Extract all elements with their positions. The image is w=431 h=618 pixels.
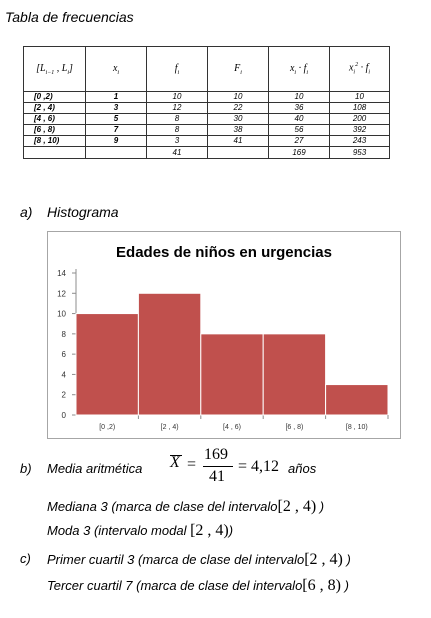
histogram-bar	[201, 334, 263, 415]
mode-line	[47, 522, 233, 540]
q3-line	[47, 577, 349, 595]
section-b-letter: b)	[20, 461, 32, 476]
table-cell-F: 10	[208, 92, 269, 103]
table-cell-f: 10	[147, 92, 208, 103]
chart-title: Edades de niños en urgencias	[116, 244, 332, 261]
y-tick-label: 12	[57, 289, 66, 299]
table-cell-xf: 27	[269, 136, 330, 147]
histogram-bar	[326, 385, 388, 415]
xbar-symbol: X	[170, 454, 180, 472]
mean-line	[47, 461, 142, 476]
table-cell-xf: 36	[269, 103, 330, 114]
table-cell-interval: [4 , 6)	[24, 114, 86, 125]
mean-unit: años	[288, 461, 317, 476]
histogram-chart	[47, 231, 401, 439]
table-cell-x2f: 108	[330, 103, 390, 114]
table-row	[24, 103, 390, 114]
mean-denominator: 41	[209, 468, 225, 485]
x-tick-label: [2 , 4)	[160, 424, 179, 431]
header-x2f: $x_i^2 \cdot f_i$	[330, 47, 390, 92]
histogram-bar	[263, 334, 325, 415]
q3-close: )	[340, 578, 349, 593]
q1-line	[47, 551, 351, 569]
q3-interval: [6 , 8)	[302, 577, 341, 594]
table-title: Tabla de frecuencias	[5, 9, 134, 25]
table-cell-x2f: 10	[330, 92, 390, 103]
q3-text: Tercer cuartil 7 (marca de clase del intervalo	[47, 578, 303, 593]
table-cell-x: 1	[86, 92, 147, 103]
table-cell-xf: 40	[269, 114, 330, 125]
table-cell-F: 41	[208, 136, 269, 147]
table-cell-f: 12	[147, 103, 208, 114]
mode-interval: [2 , 4)	[190, 522, 229, 539]
histogram-svg	[48, 232, 400, 438]
frequency-table	[23, 46, 390, 159]
q1-interval: [2 , 4)	[304, 551, 343, 568]
section-a-label: Histograma	[47, 204, 119, 220]
mode-text: Moda 3 (intervalo modal	[47, 523, 187, 538]
total-xf: 169	[269, 147, 330, 159]
x-tick-label: [8 , 10)	[345, 424, 368, 431]
histogram-bar	[138, 293, 200, 415]
header-interval: [$L_{i-1}$ , $L_i$]	[24, 47, 86, 92]
table-row	[24, 136, 390, 147]
mean-label: Media aritmética	[47, 461, 143, 476]
header-x: $x_i$	[86, 47, 147, 92]
table-cell-f: 8	[147, 125, 208, 136]
fraction-bar	[203, 466, 233, 467]
total-x2f: 953	[330, 147, 390, 159]
table-cell-interval: [0 ,2)	[24, 92, 86, 103]
y-tick-label: 0	[61, 411, 66, 420]
median-line	[47, 498, 324, 516]
median-text: Mediana 3 (marca de clase del intervalo	[47, 499, 278, 514]
x-tick-label: [0 ,2)	[99, 424, 116, 431]
y-tick-label: 10	[57, 309, 66, 319]
median-close: )	[316, 499, 325, 514]
table-cell-x: 3	[86, 103, 147, 114]
table-row	[24, 92, 390, 103]
table-cell-x: 9	[86, 136, 147, 147]
table-header-row	[24, 47, 390, 92]
q1-close: )	[342, 552, 351, 567]
q1-text: Primer cuartil 3 (marca de clase del intervalo	[47, 552, 305, 567]
total-f: 41	[147, 147, 208, 159]
table-cell-F: 30	[208, 114, 269, 125]
table-cell-xf: 10	[269, 92, 330, 103]
table-row	[24, 114, 390, 125]
table-cell-xf: 56	[269, 125, 330, 136]
table-cell-f: 3	[147, 136, 208, 147]
header-F: $F_i$	[208, 47, 269, 92]
histogram-bar	[76, 314, 138, 415]
y-tick-label: 6	[61, 350, 66, 360]
table-row	[24, 125, 390, 136]
table-cell-x: 5	[86, 114, 147, 125]
x-tick-label: [4 , 6)	[223, 424, 241, 431]
y-tick-label: 2	[61, 390, 66, 400]
equals-sign: =	[187, 456, 197, 473]
table-cell-interval: [6 , 8)	[24, 125, 86, 136]
section-c-letter: c)	[20, 551, 31, 566]
header-xf: $x_i \cdot f_i$	[269, 47, 330, 92]
table-cell-x2f: 392	[330, 125, 390, 136]
mean-numerator: 169	[204, 446, 228, 463]
table-cell-interval: [8 , 10)	[24, 136, 86, 147]
header-f: $f_i$	[147, 47, 208, 92]
mean-result: = 4,12	[238, 458, 280, 475]
table-totals-row	[24, 147, 390, 159]
y-tick-label: 4	[61, 370, 66, 380]
table-cell-f: 8	[147, 114, 208, 125]
median-interval: [2 , 4)	[277, 498, 317, 515]
y-tick-label: 14	[57, 269, 66, 278]
mode-close: )	[228, 523, 234, 538]
table-cell-F: 38	[208, 125, 269, 136]
y-tick-label: 8	[61, 329, 66, 339]
table-cell-F: 22	[208, 103, 269, 114]
table-cell-x2f: 200	[330, 114, 390, 125]
section-a-letter: a)	[20, 204, 33, 220]
table-cell-x: 7	[86, 125, 147, 136]
x-tick-label: [6 , 8)	[285, 424, 304, 431]
table-cell-x2f: 243	[330, 136, 390, 147]
table-cell-interval: [2 , 4)	[24, 103, 86, 114]
